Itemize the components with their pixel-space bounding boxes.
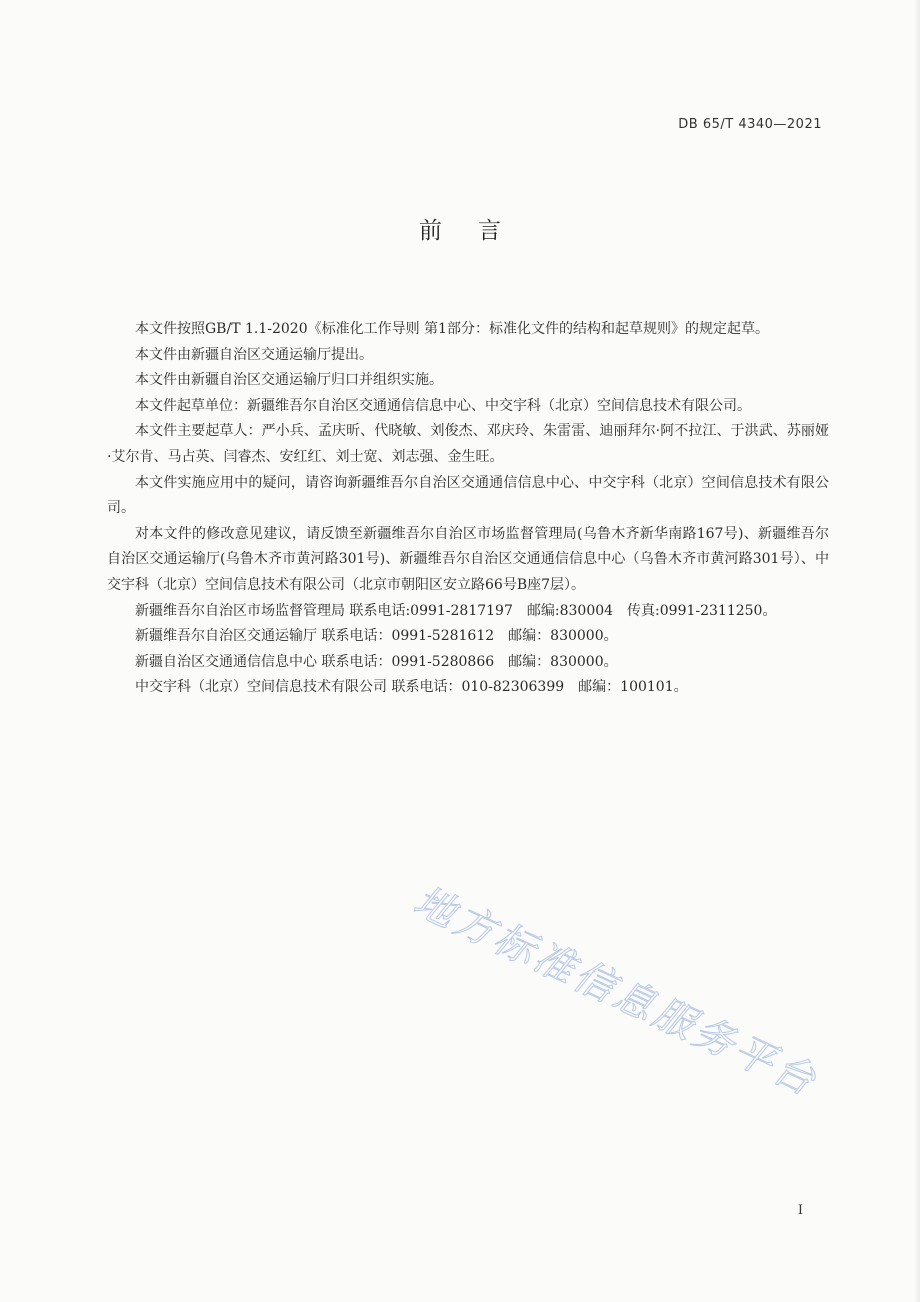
section-title: 前言 [419,218,537,244]
paragraph-drafting-rules: 本文件按照GB/T 1.1-2020《标准化工作导则 第1部分：标准化文件的结构和起草规则》的规定起草。 [135,321,769,337]
page-edge-shadow [914,0,920,1302]
paragraph-feedback: 对本文件的修改意见建议，请反馈至新疆维吾尔自治区市场监督管理局(乌鲁木齐新华南路167号)、新疆维吾尔自治区交通运输厅(乌鲁木齐市黄河路301号)、新疆维吾尔自治区交通通信信息中心（乌鲁木齐市黄河路301号）、中交宇科（北京）空间信息技术有限公司（北京市朝阳区安立路66号B座7层）。 [107,525,829,593]
contact-transport-dept: 新疆维吾尔自治区交通运输厅 联系电话：0991-5281612 邮编：830000。 [135,628,618,645]
paragraph-proposer: 本文件由新疆自治区交通运输厅提出。 [135,346,373,363]
contact-market-bureau: 新疆维吾尔自治区市场监督管理局 联系电话:0991-2817197 邮编:830004 传真:0991-2311250。 [135,602,777,619]
contact-info-center: 新疆自治区交通通信信息中心 联系电话：0991-5280866 邮编：830000。 [135,653,618,670]
paragraph-administrator: 本文件由新疆自治区交通运输厅归口并组织实施。 [135,372,443,389]
paragraph-drafting-units: 本文件起草单位：新疆维吾尔自治区交通通信信息中心、中交宇科（北京）空间信息技术有限公司。 [135,397,751,414]
contact-zhongjiao-yuke: 中交宇科（北京）空间信息技术有限公司 联系电话：010-82306399 邮编：100101。 [135,679,688,696]
body-text [107,317,829,701]
watermark-text: 地方标准信息服务平台 [406,878,825,1106]
page-number: I [797,1203,803,1218]
paragraph-drafters: 本文件主要起草人：严小兵、孟庆昕、代晓敏、刘俊杰、邓庆玲、朱雷雷、迪丽拜尔·阿不拉江、于洪武、苏丽娅·艾尔肯、马占英、闫睿杰、安红红、刘士宽、刘志强、金生旺。 [107,423,829,465]
paragraph-inquiries: 本文件实施应用中的疑问，请咨询新疆维吾尔自治区交通通信信息中心、中交宇科（北京）空间信息技术有限公司。 [107,474,829,517]
standard-code: DB 65/T 4340—2021 [678,117,822,132]
